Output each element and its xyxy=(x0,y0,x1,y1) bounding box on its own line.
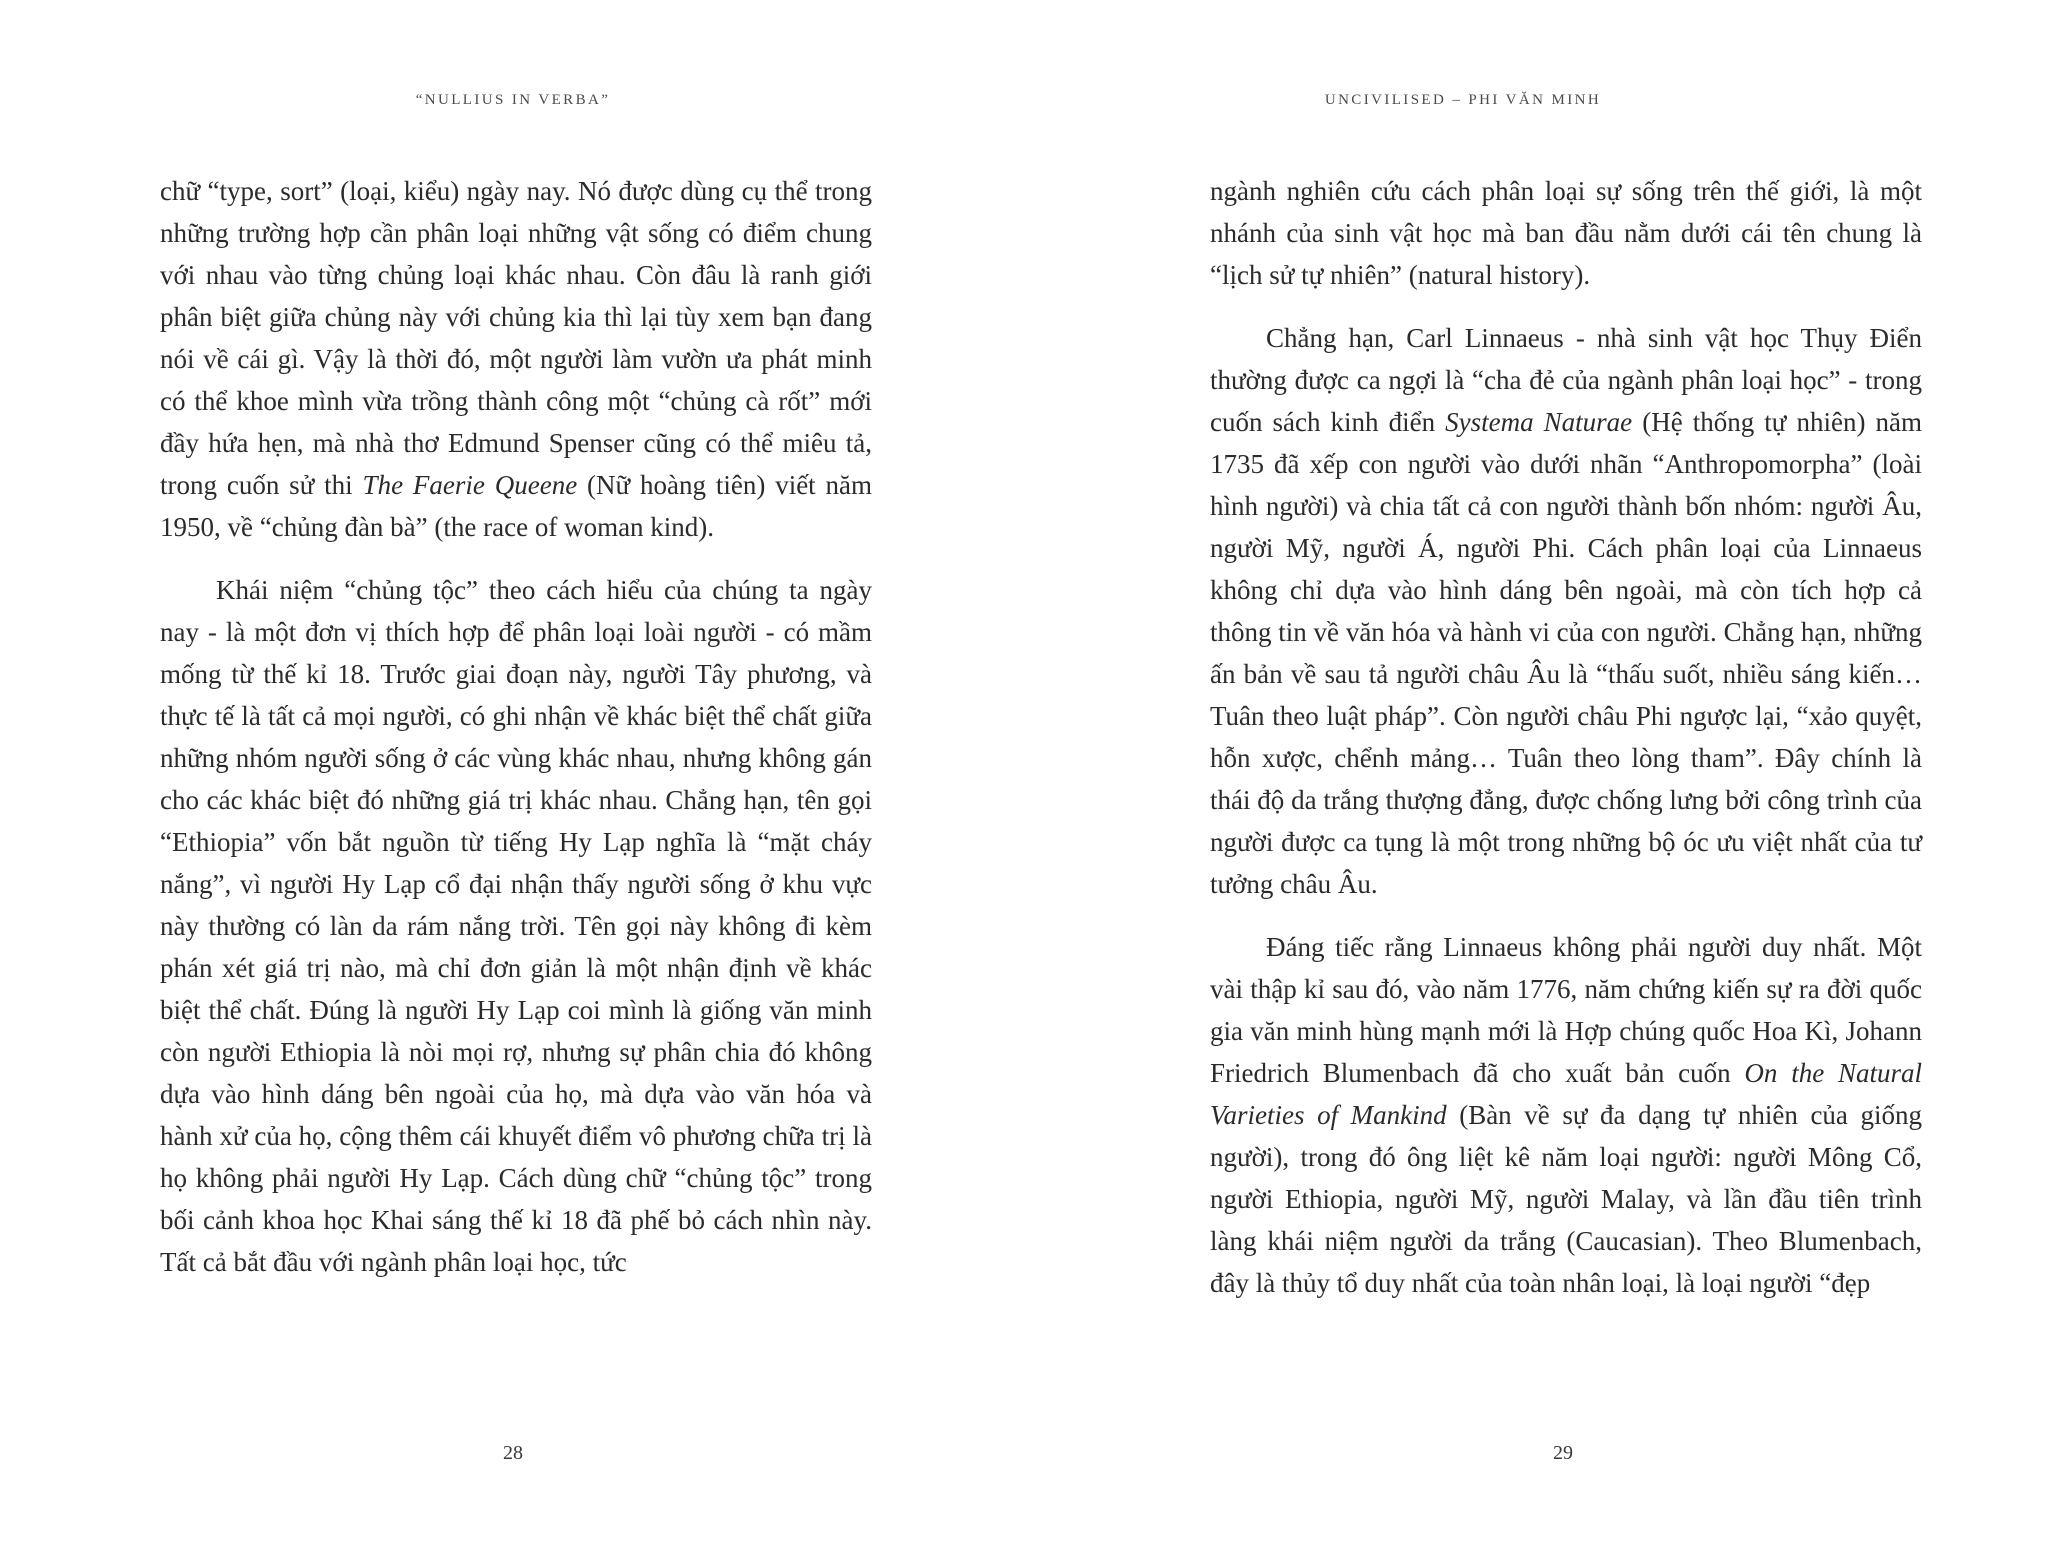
paragraph-text: Đáng tiếc rằng Linnaeus không phải người duy nhất. Một vài thập kỉ sau đó, vào năm 1776, năm chứng kiến sự ra đời quốc gia văn minh hùng mạnh mới là Hợp chúng quốc Hoa Kì, Johann Friedrich Blumenbach đã cho xuất bản cuốn xyxy=(1210,932,1922,1088)
book-title: The Faerie Queene xyxy=(362,470,578,500)
paragraph xyxy=(1210,317,1922,905)
right-page xyxy=(1024,0,2048,1543)
paragraph: ngành nghiên cứu cách phân loại sự sống trên thế giới, là một nhánh của sinh vật học mà ban đầu nằm dưới cái tên chung là “lịch sử tự nhiên” (natural history). xyxy=(1210,176,1922,290)
paragraph xyxy=(1210,926,1922,1304)
paragraph: Khái niệm “chủng tộc” theo cách hiểu của chúng ta ngày nay - là một đơn vị thích hợp để phân loại loài người - có mầm mống từ thế kỉ 18. Trước giai đoạn này, người Tây phương, và thực tế là tất cả mọi người, có ghi nhận về khác biệt thể chất giữa những nhóm người sống ở các vùng khác nhau, nhưng không gán cho các khác biệt đó những giá trị khác nhau. Chẳng hạn, tên gọi “Ethiopia” vốn bắt nguồn từ tiếng Hy Lạp nghĩa là “mặt cháy nắng”, vì người Hy Lạp cổ đại nhận thấy người sống ở khu vực này thường có làn da rám nắng trời. Tên gọi này không đi kèm phán xét giá trị nào, mà chỉ đơn giản là một nhận định về khác biệt thể chất. Đúng là người Hy Lạp coi mình là giống văn minh còn người Ethiopia là nòi mọi rợ, nhưng sự phân chia đó không dựa vào hình dáng bên ngoài của họ, mà dựa vào văn hóa và hành xử của họ, cộng thêm cái khuyết điểm vô phương chữa trị là họ không phải người Hy Lạp. Cách dùng chữ “chủng tộc” trong bối cảnh khoa học Khai sáng thế kỉ 18 đã phế bỏ cách nhìn này. Tất cả bắt đầu với ngành phân loại học, tức xyxy=(160,575,872,1277)
page-number-left: 28 xyxy=(503,1442,523,1464)
book-title: On the Natural Varieties of Mankind xyxy=(1210,1058,1922,1130)
paragraph-text: chữ “type, sort” (loại, kiểu) ngày nay. Nó được dùng cụ thể trong những trường hợp cần phân loại những vật sống có điểm chung với nhau vào từng chủng loại khác nhau. Còn đâu là ranh giới phân biệt giữa chủng này với chủng kia thì lại tùy xem bạn đang nói về cái gì. Vậy là thời đó, một người làm vườn ưa phát minh có thể khoe mình vừa trồng thành công một “chủng cà rốt” mới đầy hứa hẹn, mà nhà thơ Edmund Spenser cũng có thể miêu tả, trong cuốn sử thi xyxy=(160,176,872,500)
body-text-right xyxy=(1210,170,1922,1325)
running-head-left: “NULLIUS IN VERBA” xyxy=(415,92,611,108)
paragraph-text: (Nữ hoàng tiên) viết năm 1950, về “chủng đàn bà” (the race of woman kind). xyxy=(160,470,873,542)
book-title: Systema Naturae xyxy=(1445,407,1633,437)
page-number-right: 29 xyxy=(1553,1442,1573,1464)
running-head-right: UNCIVILISED – PHI VĂN MINH xyxy=(1324,92,1602,108)
paragraph-text: (Hệ thống tự nhiên) năm 1735 đã xếp con người vào dưới nhãn “Anthropomorpha” (loài hình người) và chia tất cả con người thành bốn nhóm: người Âu, người Mỹ, người Á, người Phi. Cách phân loại của Linnaeus không chỉ dựa vào hình dáng bên ngoài, mà còn tích hợp cả thông tin về văn hóa và hành vi của con người. Chẳng hạn, những ấn bản về sau tả người châu Âu là “thấu suốt, nhiều sáng kiến… Tuân theo luật pháp”. Còn người châu Phi ngược lại, “xảo quyệt, hỗn xược, chểnh mảng… Tuân theo lòng tham”. Đây chính là thái độ da trắng thượng đẳng, được chống lưng bởi công trình của người được ca tụng là một trong những bộ óc ưu việt nhất của tư tưởng châu Âu. xyxy=(1210,407,1922,899)
body-text-left xyxy=(160,170,872,1304)
paragraph-text: Chẳng hạn, Carl Linnaeus - nhà sinh vật học Thụy Điển thường được ca ngợi là “cha đẻ của ngành phân loại học” - trong cuốn sách kinh điển xyxy=(1210,323,1922,437)
paragraph xyxy=(160,170,872,548)
paragraph-text: (Bàn về sự đa dạng tự nhiên của giống người), trong đó ông liệt kê năm loại người: người Mông Cổ, người Ethiopia, người Mỹ, người Malay, và lần đầu tiên trình làng khái niệm người da trắng (Caucasian). Theo Blumenbach, đây là thủy tổ duy nhất của toàn nhân loại, là loại người “đẹp xyxy=(1210,1100,1922,1298)
